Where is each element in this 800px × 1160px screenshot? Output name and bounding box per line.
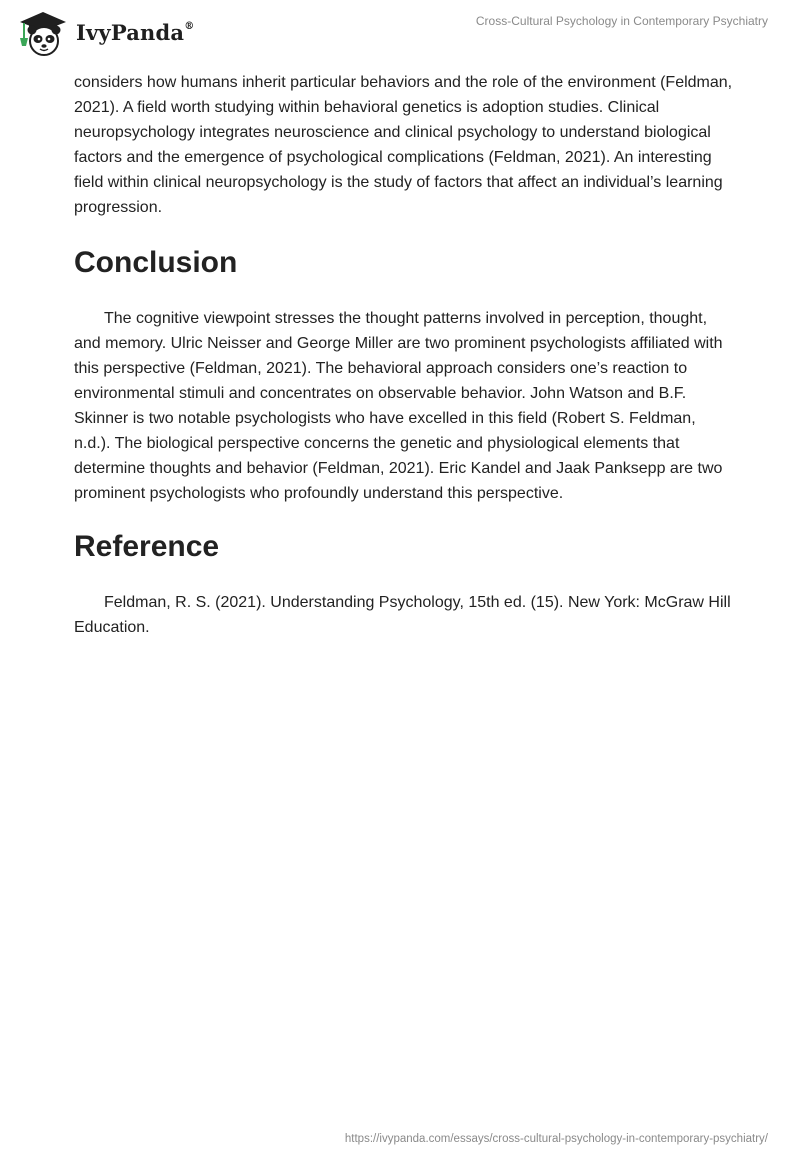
- panda-graduation-cap-icon: [14, 8, 72, 58]
- reference-heading: Reference: [74, 530, 220, 563]
- registered-mark: ®: [184, 21, 195, 32]
- running-title: Cross-Cultural Psychology in Contemporary Psychiatry: [475, 14, 768, 28]
- conclusion-heading: Conclusion: [74, 246, 238, 279]
- source-url-link[interactable]: https://ivypanda.com/essays/cross-cultural-psychology-in-contemporary-psychiatry/: [344, 1133, 768, 1145]
- conclusion-paragraph: The cognitive viewpoint stresses the thought patterns involved in perception, thought, and memory. Ulric Neisser and George Miller are two prominent psychologists affiliated with this perspective (Feldman, 2021). The behavioral approach considers one’s reaction to environmental stimuli and concentrates on observable behavior. John Watson and B.F. Skinner is two notable psychologists who have excelled in this field (Robert S. Feldman, n.d.). The biological perspective concerns the genetic and physiological elements that determine thoughts and behavior (Feldman, 2021). Eric Kandel and Jaak Panksepp are two prominent psychologists who profoundly understand this perspective.: [74, 310, 723, 502]
- ivypanda-logo[interactable]: [14, 8, 194, 58]
- page-header: [0, 0, 800, 64]
- brand-name: [76, 20, 194, 45]
- reference-entry: Feldman, R. S. (2021). Understanding Psychology, 15th ed. (15). New York: McGraw Hill Education.: [74, 594, 731, 636]
- intro-paragraph: considers how humans inherit particular behaviors and the role of the environment (Feldman, 2021). A field worth studying within behavioral genetics is adoption studies. Clinical neuropsychology integrates neuroscience and clinical psychology to understand biological factors and the emergence of psychological complications (Feldman, 2021). An interesting field within clinical neuropsychology is the study of factors that affect an individual’s learning progression.: [74, 74, 733, 216]
- essay-content: [74, 70, 734, 640]
- brand-name-text: IvyPanda: [76, 20, 185, 45]
